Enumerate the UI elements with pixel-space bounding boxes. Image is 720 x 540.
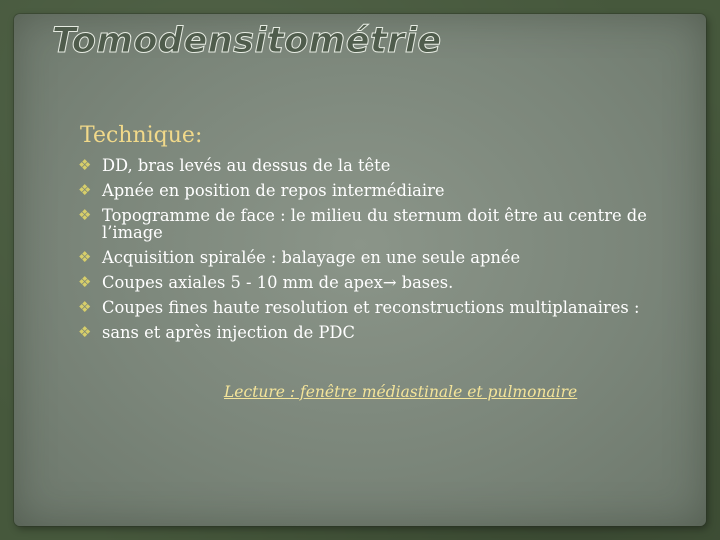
list-item-text: Coupes fines haute resolution et reconstructions multiplanaires : bbox=[102, 298, 640, 317]
list-item bbox=[78, 157, 708, 174]
diamond-bullet-icon: ❖ bbox=[78, 298, 92, 316]
bullet-list bbox=[78, 157, 708, 349]
diamond-bullet-icon: ❖ bbox=[78, 248, 92, 266]
diamond-bullet-icon: ❖ bbox=[78, 181, 92, 199]
list-item-text: Topogramme de face : le milieu du sternum doit être au centre de l’image bbox=[102, 206, 647, 242]
list-item-text: sans et après injection de PDC bbox=[102, 323, 355, 342]
diamond-bullet-icon: ❖ bbox=[78, 273, 92, 291]
list-item-text: DD, bras levés au dessus de la tête bbox=[102, 156, 391, 175]
list-item bbox=[78, 182, 708, 199]
section-heading: Technique: bbox=[80, 123, 203, 148]
list-item bbox=[78, 299, 708, 316]
list-item-text: Coupes axiales 5 - 10 mm de apex→ bases. bbox=[102, 273, 454, 292]
list-item-text: Acquisition spiralée : balayage en une seule apnée bbox=[102, 248, 521, 267]
slide-title: Tomodensitométrie bbox=[52, 21, 442, 61]
list-item bbox=[78, 324, 708, 341]
list-item bbox=[78, 274, 708, 291]
diamond-bullet-icon: ❖ bbox=[78, 323, 92, 341]
list-item bbox=[78, 249, 708, 266]
diamond-bullet-icon: ❖ bbox=[78, 156, 92, 174]
list-item bbox=[78, 207, 708, 241]
list-item-text: Apnée en position de repos intermédiaire bbox=[102, 181, 445, 200]
diamond-bullet-icon: ❖ bbox=[78, 206, 92, 224]
lecture-link[interactable]: Lecture : fenêtre médiastinale et pulmonaire bbox=[224, 383, 578, 401]
